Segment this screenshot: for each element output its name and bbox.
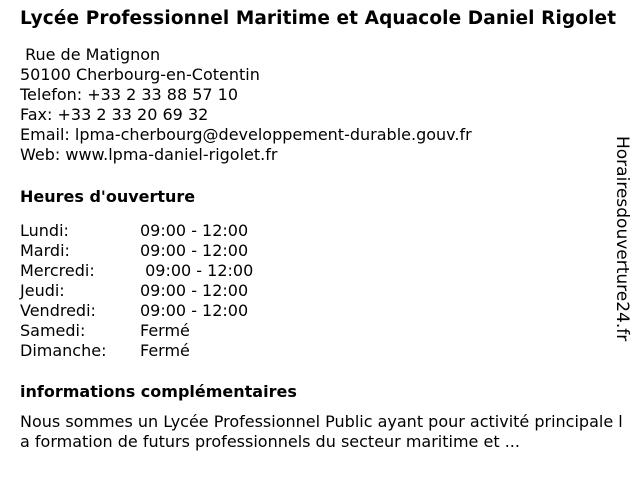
day-label: Samedi: [20, 321, 86, 340]
hours-row-sunday [20, 341, 626, 361]
site-watermark: Horairesdouverture24.fr [612, 136, 632, 342]
day-label: Dimanche: [20, 341, 107, 360]
time-value: Fermé [140, 341, 190, 360]
website-address: Web: www.lpma-daniel-rigolet.fr [20, 145, 278, 164]
day-label: Mardi: [20, 241, 70, 260]
day-label: Lundi: [20, 221, 69, 240]
additional-info-heading: informations complémentaires [20, 382, 297, 401]
hours-row-wednesday [20, 261, 626, 281]
business-title: Lycée Professionnel Maritime et Aquacole Daniel Rigolet [20, 8, 617, 29]
opening-hours-table [20, 221, 626, 361]
time-value: 09:00 - 12:00 [140, 281, 249, 300]
contact-block [20, 45, 626, 165]
hours-row-thursday [20, 281, 626, 301]
fax-number: Fax: +33 2 33 20 69 32 [20, 105, 209, 124]
hours-row-friday [20, 301, 626, 321]
phone-number: Telefon: +33 2 33 88 57 10 [20, 85, 239, 104]
additional-info-text: Nous sommes un Lycée Professionnel Public ayant pour activité principale la formation de futurs professionnels du secteur maritime et ... [20, 412, 623, 451]
time-value: 09:00 - 12:00 [140, 261, 254, 280]
opening-hours-heading: Heures d'ouverture [20, 187, 196, 206]
day-label: Mercredi: [20, 261, 95, 280]
hours-row-saturday [20, 321, 626, 341]
day-label: Jeudi: [20, 281, 65, 300]
time-value: 09:00 - 12:00 [140, 241, 249, 260]
time-value: 09:00 - 12:00 [140, 301, 249, 320]
email-address: Email: lpma-cherbourg@developpement-durable.gouv.fr [20, 125, 472, 144]
hours-row-monday [20, 221, 626, 241]
city-address: 50100 Cherbourg-en-Cotentin [20, 65, 260, 84]
street-address: Rue de Matignon [20, 45, 161, 64]
time-value: Fermé [140, 321, 190, 340]
day-label: Vendredi: [20, 301, 96, 320]
business-card [20, 9, 626, 452]
time-value: 09:00 - 12:00 [140, 221, 249, 240]
hours-row-tuesday [20, 241, 626, 261]
